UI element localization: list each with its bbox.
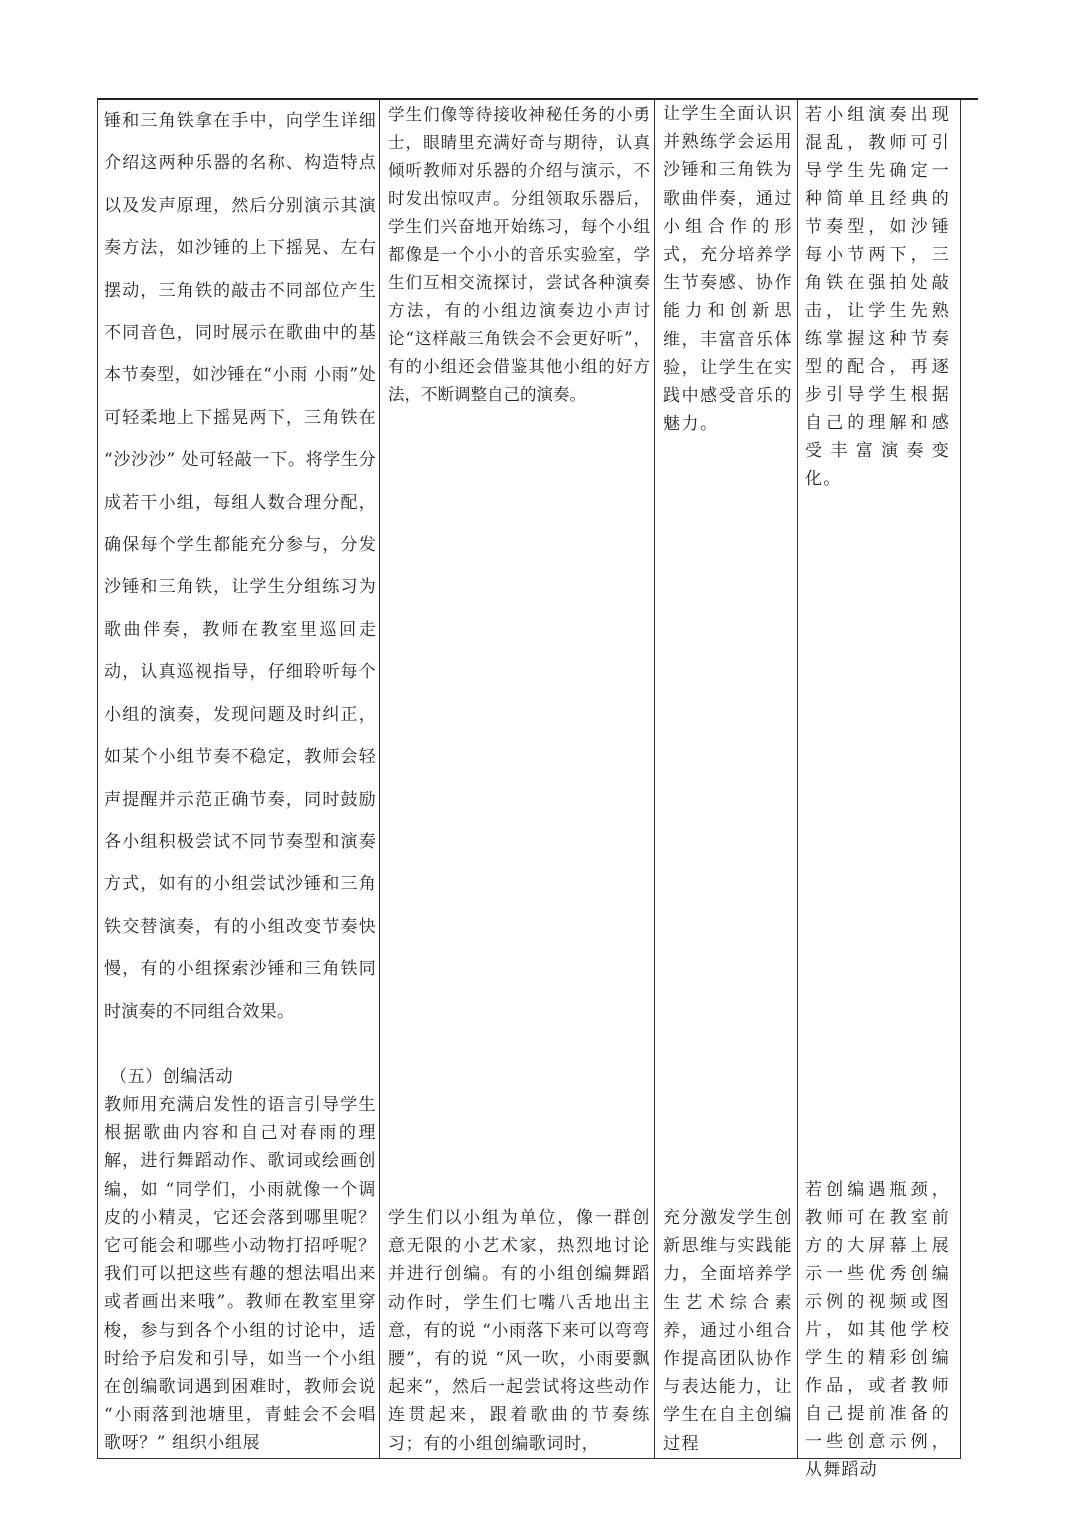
column-divider [797, 100, 798, 1458]
contingency-text: 若小组演奏出现混乱，教师可引导学生先确定一种简单且经典的节奏型，如沙锤每小节两下，三角铁在强拍处敲击，让学生先熟练掌握这种节奏型的配合，再逐步引导学生根据自己的理解和感受丰富演奏变化。 [805, 105, 950, 489]
column-divider [654, 100, 655, 1458]
section-heading: （五）创编活动 [110, 1067, 234, 1087]
contingency-text: 若创编遇瓶颈，教师可在教室前方的大屏幕上展示一些优秀创编示例的视频或图片，如其他学校学生的精彩创编作品，或者教师自己提前准备的一些创意示例，从舞蹈动 [805, 1180, 950, 1480]
teacher-activity-cell-bottom [104, 1063, 376, 1458]
lesson-plan-table [97, 100, 961, 1480]
teacher-activity-text: 锤和三角铁拿在手中，向学生详细介绍这两种乐器的名称、构造特点以及发声原理，然后分别演示其演奏方法，如沙锤的上下摇晃、左右摆动，三角铁的敲击不同部位产生不同音色，同时展示在歌曲中的基本节奏型，如沙锤在“小雨 小雨”处可轻柔地上下摇晃两下，三角铁在 “沙沙沙” 处可轻敲一下。将学生分成若干小组，每组人数合理分配，确保每个学生都能充分参与，分发沙锤和三角铁，让学生分组练习为歌曲伴奏，教师在教室里巡回走动，认真巡视指导，仔细聆听每个小组的演奏，发现问题及时纠正，如某个小组节奏不稳定，教师会轻声提醒并示范正确节奏，同时鼓励各小组积极尝试不同节奏型和演奏方式，如有的小组尝试沙锤和三角铁交替演奏，有的小组改变节奏快慢，有的小组探索沙锤和三角铁同时演奏的不同组合效果。 [104, 111, 376, 1022]
design-intent-cell-bottom [663, 1204, 793, 1458]
teacher-activity-text: 教师用充满启发性的语言引导学生根据歌曲内容和自己对春雨的理解，进行舞蹈动作、歌词或绘画创编，如 “同学们，小雨就像一个调皮的小精灵，它还会落到哪里呢？它可能会和哪些小动物打招呼呢？我们可以把这些有趣的想法唱出来或者画出来哦”。教师在教室里穿梭，参与到各个小组的讨论中，适时给予启发和引导，如当一个小组在创编歌词遇到困难时，教师会说 “小雨落到池塘里，青蛙会不会唱歌呀？” 组织小组展 [104, 1095, 376, 1454]
design-intent-text: 充分激发学生创新思维与实践能力，全面培养学生艺术综合素养，通过小组合作提高团队协作与表达能力，让学生在自主创编过程 [663, 1208, 793, 1454]
column-divider [379, 100, 380, 1458]
contingency-cell-bottom [805, 1176, 950, 1480]
student-activity-text: 学生们以小组为单位，像一群创意无限的小艺术家，热烈地讨论并进行创编。有的小组创编舞蹈动作时，学生们七嘴八舌地出主意，有的说 “小雨落下来可以弯弯腰”，有的说 “风一吹，小雨要飘起来”，然后一起尝试将这些动作连贯起来，跟着歌曲的节奏练习；有的小组创编歌词时， [388, 1208, 650, 1454]
design-intent-cell-top [663, 100, 793, 460]
student-activity-cell-bottom [388, 1204, 650, 1458]
student-activity-cell-top [388, 101, 650, 461]
design-intent-text: 让学生全面认识并熟练学会运用沙锤和三角铁为歌曲伴奏，通过小组合作的形式，充分培养学生节奏感、协作能力和创新思维，丰富音乐体验，让学生在实践中感受音乐的魅力。 [663, 104, 793, 435]
student-activity-text: 学生们像等待接收神秘任务的小勇士，眼睛里充满好奇与期待，认真倾听教师对乐器的介绍与演示，不时发出惊叹声。分组领取乐器后，学生们兴奋地开始练习，每个小组都像是一个小小的音乐实验室，学生们互相交流探讨，尝试各种演奏方法，有的小组边演奏边小声讨论“这样敲三角铁会不会更好听”，有的小组还会借鉴其他小组的好方法，不断调整自己的演奏。 [388, 105, 650, 404]
contingency-cell-top [805, 101, 950, 489]
teacher-activity-cell-top [104, 100, 376, 1040]
